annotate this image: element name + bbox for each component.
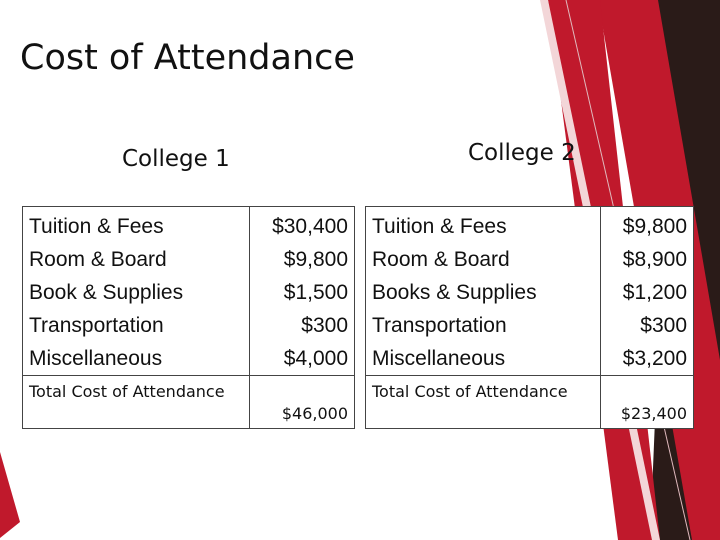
cost-item-amount: $300 xyxy=(301,314,348,337)
cost-items-row xyxy=(23,207,355,376)
total-label: Total Cost of Attendance xyxy=(372,382,568,401)
cost-item-amount: $1,200 xyxy=(622,281,687,304)
slide-title: Cost of Attendance xyxy=(20,38,355,78)
cost-item-label: Miscellaneous xyxy=(372,347,506,370)
cost-item-amount: $9,800 xyxy=(283,248,348,271)
bottom-left-red-accent xyxy=(0,452,20,538)
total-label-cell xyxy=(23,376,250,429)
cost-items-row xyxy=(366,207,694,376)
total-amount: $23,400 xyxy=(620,404,687,423)
cost-item-label: Room & Board xyxy=(29,248,167,271)
cost-item-label: Transportation xyxy=(29,314,164,337)
cost-item-label: Book & Supplies xyxy=(29,281,184,304)
college-2-cost-table xyxy=(365,206,694,429)
cost-item-label: Room & Board xyxy=(372,248,510,271)
college-1-cost-table xyxy=(22,206,355,429)
cost-item-amount: $300 xyxy=(640,314,687,337)
cost-item-labels xyxy=(23,207,250,376)
cost-item-label: Books & Supplies xyxy=(372,281,537,304)
cost-item-amount: $4,000 xyxy=(283,347,348,370)
cost-item-label: Tuition & Fees xyxy=(372,215,507,238)
cost-item-amount: $30,400 xyxy=(272,215,348,238)
total-label: Total Cost of Attendance xyxy=(29,382,225,401)
cost-item-labels xyxy=(366,207,601,376)
cost-item-label: Transportation xyxy=(372,314,507,337)
total-row xyxy=(366,376,694,429)
cost-item-label: Miscellaneous xyxy=(29,347,163,370)
total-amount-cell xyxy=(250,376,355,429)
college-2-heading: College 2 xyxy=(468,140,576,166)
total-amount: $46,000 xyxy=(281,404,348,423)
total-row xyxy=(23,376,355,429)
cost-item-amounts xyxy=(601,207,694,376)
cost-item-amount: $8,900 xyxy=(622,248,687,271)
cost-item-amounts xyxy=(250,207,355,376)
cost-item-label: Tuition & Fees xyxy=(29,215,164,238)
college-1-heading: College 1 xyxy=(122,146,230,172)
total-label-cell xyxy=(366,376,601,429)
cost-item-amount: $3,200 xyxy=(622,347,687,370)
cost-item-amount: $1,500 xyxy=(283,281,348,304)
total-amount-cell xyxy=(601,376,694,429)
cost-item-amount: $9,800 xyxy=(622,215,687,238)
